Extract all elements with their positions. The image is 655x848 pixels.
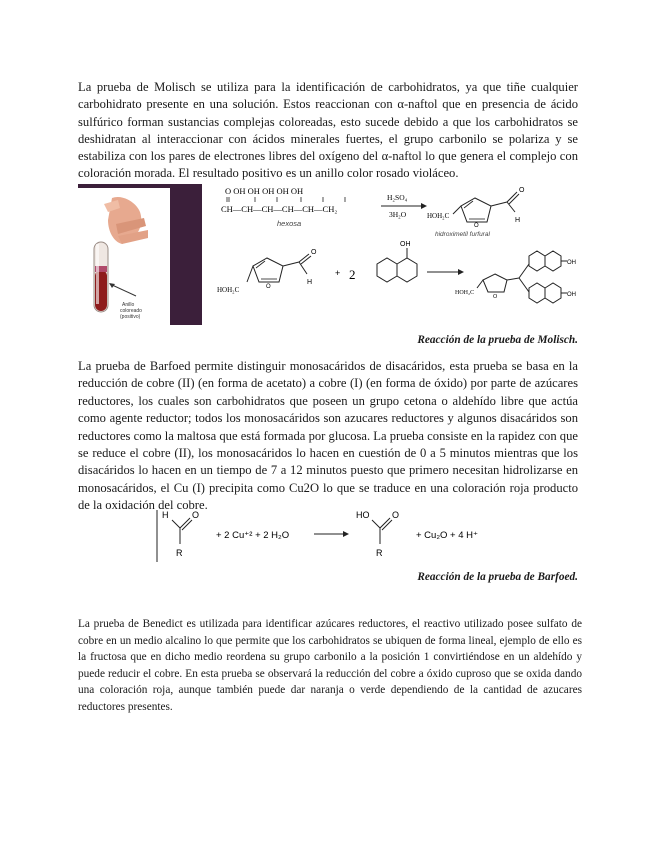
barfoed-reagents: + 2 Cu⁺² + 2 H₂O — [216, 530, 290, 541]
hmf-label: hidroximetil furfural — [435, 231, 490, 238]
furan-ring-o: O — [474, 223, 479, 229]
paragraph-benedict: La prueba de Benedict es utilizada para identificar azúcares reductores, el reactivo utilizado posee sulfato de cobre en un medio alcalino lo que permite que los carbohidratos se ubiquen de forma lineal, ejemplo de ello es la fructosa que en dicho medio reordena su grupo carbonilo a la posición 1 convirtiéndose en un aldehído y puede reducir el cobre. En esta prueba se observará la reducción del cobre a óxido cuproso que se oxida dando una coloración roja, aunque también puede dar naranja o verde dependiendo de la cantidad de azucares reductores presentes. — [78, 618, 582, 713]
hmf2-ring-o: O — [266, 284, 271, 290]
hmf2-hoh2c: HOH₂C — [217, 286, 240, 294]
paragraph-barfoed: La prueba de Barfoed permite distinguir monosacáridos de disacáridos, esta prueba se basa en la reducción de cobre (II) (en forma de acetato) a cobre (I) (en forma de óxido) por parte de azúcares reductores, los cuales son carbohidratos que poseen un grupo cetona o aldehído libre que actúa como agente reductor; todos los monosacáridos son azucares reductores y algunos disacáridos son reductores como la maltosa que está formada por glucosa. La prueba consiste en la rapidez con que se reduce el cobre (II), los monosacáridos lo hacen en cuestión de 0 a 5 minutos mientras que los disacáridos lo hacen en un tiempo de 7 a 12 minutos puesto que primero necesitan hidrolizarse en monosacáridos, el Cu (I) precipita como Cu2O lo que se traduce en una coloración roja producto de la oxidación del cobre. — [78, 359, 578, 513]
naphthol-ring-2 — [397, 258, 417, 282]
hexose-chain: CH—CH—CH—CH—CH—CH₂ — [221, 204, 338, 214]
hmf2-aldehyde-h: H — [307, 279, 313, 286]
test-tube-photo — [78, 184, 202, 325]
molisch-reaction-scheme — [215, 184, 585, 332]
hmf-hoh2c: HOH₂C — [427, 212, 450, 220]
naphthol-ring-1 — [377, 258, 397, 282]
plus-sign: + — [335, 268, 341, 278]
naphthol-oh: OH — [400, 241, 411, 248]
product-oh-bottom: OH — [567, 292, 576, 298]
caption-barfoed: Reacción de la prueba de Barfoed. — [417, 571, 578, 583]
product-ring-o: O — [493, 294, 498, 300]
barfoed-reaction-scheme — [150, 506, 510, 568]
photo-label-2: coloreado — [120, 308, 142, 314]
barfoed-products: + Cu₂O + 4 H⁺ — [416, 530, 479, 541]
reactant-r: R — [176, 548, 183, 558]
product-o: O — [392, 510, 400, 520]
paragraph-molisch: La prueba de Molisch se utiliza para la identificación de carbohidratos, ya que tiñe cualquier carbohidrato presente en una solución. Estos reaccionan con α-naftol que en presencia de ácido sulfúrico forman sustancias complejas coloreadas, esto sucede debido a que los carbohidratos se deshidratan al interaccionar con ácidos minerales fuertes, el grupo carbonilo se polariza y se estabiliza con los pares de electrones libres del oxígeno del α-naftol lo que genera el complejo con coloración morada. El resultado positivo es un anillo color rosado violáceo. — [78, 80, 578, 181]
product-ho: HO — [356, 510, 370, 520]
hmf-aldehyde-o: O — [519, 187, 525, 194]
hmf-aldehyde-h: H — [515, 217, 521, 224]
product-r: R — [376, 548, 383, 558]
hexose-label: hexosa — [277, 219, 302, 228]
caption-molisch: Reacción de la prueba de Molisch. — [417, 334, 578, 346]
hmf2-aldehyde-o: O — [311, 249, 317, 256]
furan-ring — [461, 198, 491, 222]
reagent-water: 3H₂O — [389, 210, 407, 219]
product-hoh2c: HOH₂C — [455, 290, 475, 296]
hexose-hydroxyls: O OH OH OH OH OH — [225, 186, 304, 196]
photo-label-1: Anillo — [122, 302, 135, 308]
reagent-h2so4: H₂SO₄ — [387, 193, 408, 202]
reactant-h: H — [162, 510, 169, 520]
product-oh-top: OH — [567, 260, 576, 266]
photo-label-3: (positivo) — [120, 314, 141, 320]
coefficient-two: 2 — [349, 267, 356, 282]
reactant-o: O — [192, 510, 200, 520]
